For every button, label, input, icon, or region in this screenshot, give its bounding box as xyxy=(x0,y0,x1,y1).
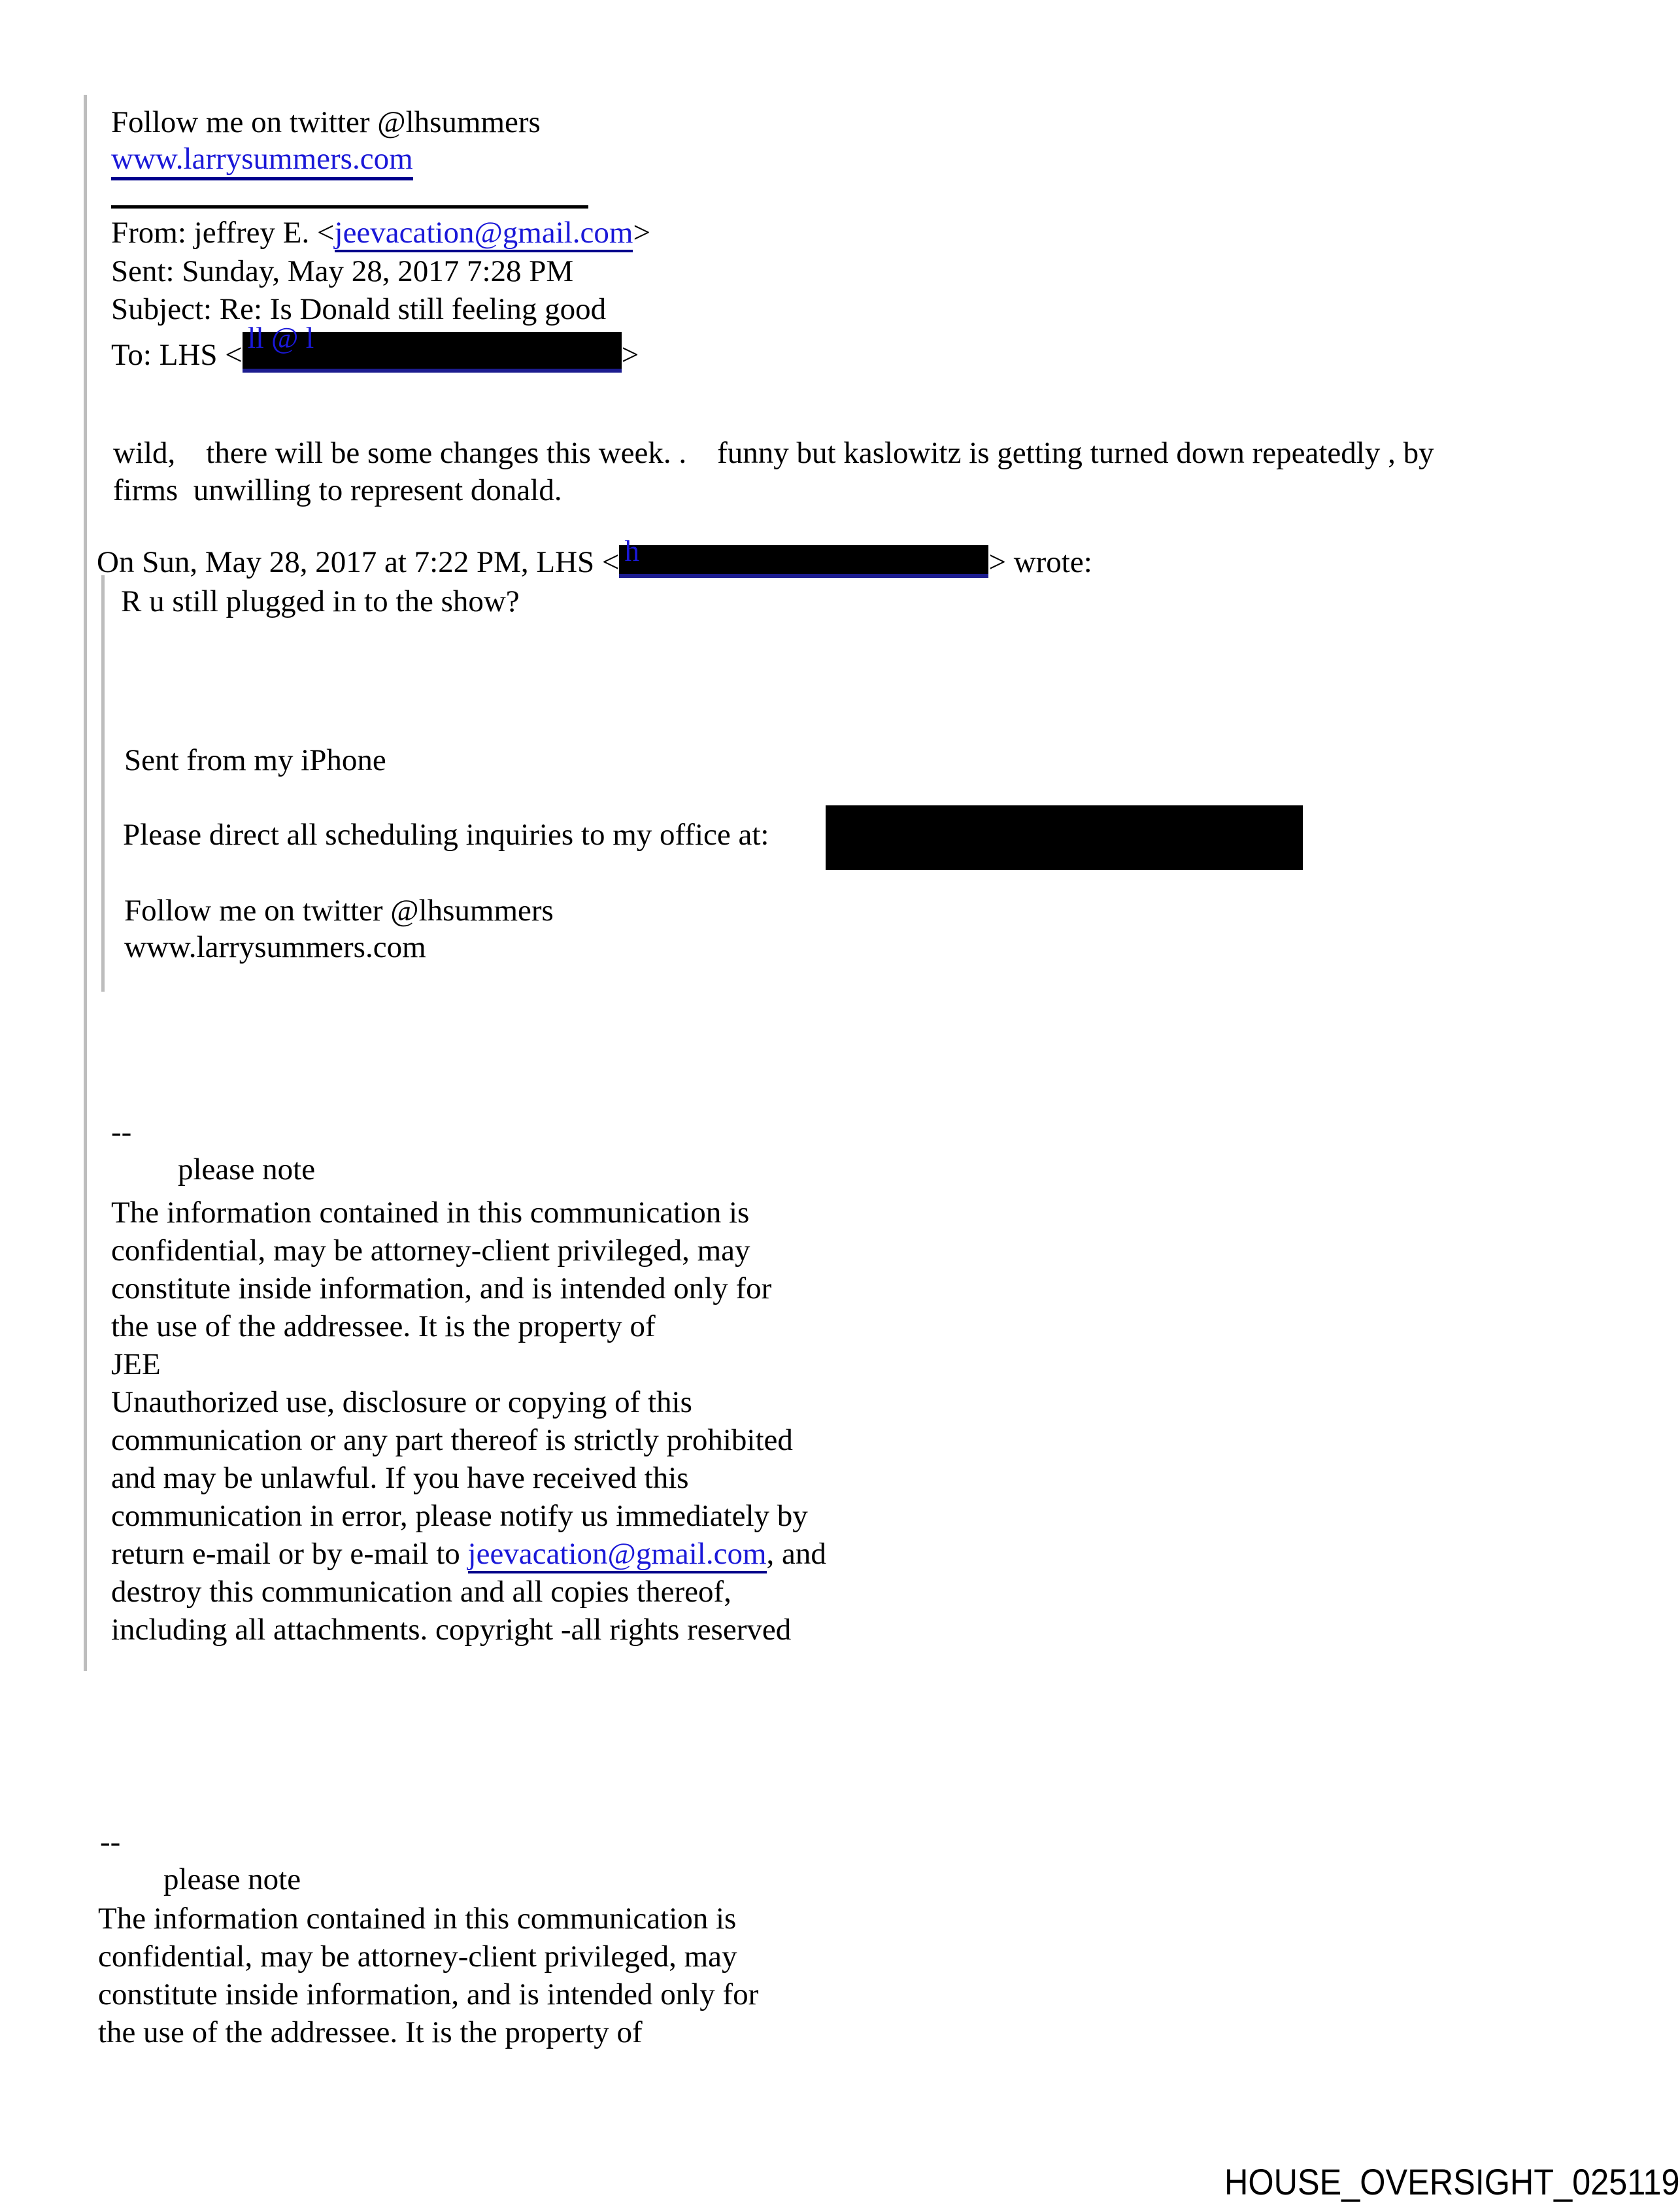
redacted-text-fragment: h xyxy=(624,535,639,567)
to-close-bracket: > xyxy=(621,338,639,372)
inner-quote-line xyxy=(101,575,105,992)
text-segment: return e-mail or by e-mail to xyxy=(111,1537,468,1571)
to-label: To: LHS < xyxy=(111,338,243,372)
header-subject-line: Subject: Re: Is Donald still feeling good xyxy=(111,292,607,326)
signature-follow-line: Follow me on twitter @lhsummers xyxy=(111,105,541,139)
disclaimer2-please-note: please note xyxy=(163,1862,301,1896)
header-sent-line: Sent: Sunday, May 28, 2017 7:28 PM xyxy=(111,254,574,288)
disclaimer-line: and may be unlawful. If you have received this xyxy=(111,1461,689,1495)
phone-redaction-box xyxy=(826,805,1303,870)
disclaimer-line xyxy=(111,1535,826,1573)
disclaimer-line: communication in error, please notify us immediately by xyxy=(111,1499,808,1533)
disclaimer2-dashes: -- xyxy=(100,1825,121,1859)
header-to-line xyxy=(111,322,639,373)
disclaimer-line: JEE xyxy=(111,1347,161,1381)
quote-message-line: R u still plugged in to the show? xyxy=(121,584,520,618)
header-separator-line xyxy=(111,205,588,209)
from-close-bracket: > xyxy=(633,216,650,250)
quote-address-redaction-bar xyxy=(619,535,988,578)
disclaimer-line: The information contained in this communication is xyxy=(111,1196,750,1230)
disclaimer1-dashes: -- xyxy=(111,1115,132,1149)
quote-intro-post: > wrote: xyxy=(988,545,1092,579)
quote-intro-line xyxy=(97,535,1092,580)
disclaimer-line: The information contained in this communication is xyxy=(98,1902,737,1936)
disclaimer-line: constitute inside information, and is intended only for xyxy=(111,1271,772,1305)
redacted-text-fragment: ll @ l xyxy=(247,322,314,354)
larrysummers-link[interactable]: www.larrysummers.com xyxy=(111,141,413,180)
header-from-line xyxy=(111,215,650,250)
sent-from-iphone-line: Sent from my iPhone xyxy=(124,743,386,777)
disclaimer-line: the use of the addressee. It is the property of xyxy=(111,1309,656,1343)
text-segment: , and xyxy=(766,1537,826,1571)
disclaimer-line: including all attachments. copyright -all rights reserved xyxy=(111,1613,792,1647)
disclaimer1-paragraph xyxy=(111,1194,826,1649)
body-line-1: wild, there will be some changes this week. . funny but kaslowitz is getting turned down repeatedly , by xyxy=(113,436,1434,470)
disclaimer-line: constitute inside information, and is intended only for xyxy=(98,1977,759,2011)
disclaimer-line: communication or any part thereof is strictly prohibited xyxy=(111,1423,793,1457)
from-label: From: jeffrey E. < xyxy=(111,216,335,250)
disclaimer-line: confidential, may be attorney-client privileged, may xyxy=(111,1234,750,1268)
body-line-2: firms unwilling to represent donald. xyxy=(113,473,562,507)
quote-intro-pre: On Sun, May 28, 2017 at 7:22 PM, LHS < xyxy=(97,545,620,579)
outer-quote-line xyxy=(84,95,87,1671)
disclaimer-line: confidential, may be attorney-client privileged, may xyxy=(98,1940,737,1974)
scheduling-line: Please direct all scheduling inquiries to my office at: xyxy=(123,818,769,852)
bates-number: HOUSE_OVERSIGHT_025119 xyxy=(1224,2161,1680,2202)
disclaimer-email-link[interactable]: jeevacation@gmail.com xyxy=(468,1537,767,1573)
from-email-link[interactable]: jeevacation@gmail.com xyxy=(335,216,633,252)
disclaimer-line: destroy this communication and all copies thereof, xyxy=(111,1575,731,1609)
quote-signature-website-line: www.larrysummers.com xyxy=(124,930,426,964)
disclaimer-line: the use of the addressee. It is the property of xyxy=(98,2015,643,2049)
disclaimer2-paragraph xyxy=(98,1900,758,2051)
quote-signature-follow-line: Follow me on twitter @lhsummers xyxy=(124,894,554,928)
to-address-redaction-bar xyxy=(243,322,622,373)
disclaimer-line: Unauthorized use, disclosure or copying of this xyxy=(111,1385,692,1419)
disclaimer1-please-note: please note xyxy=(178,1152,316,1186)
